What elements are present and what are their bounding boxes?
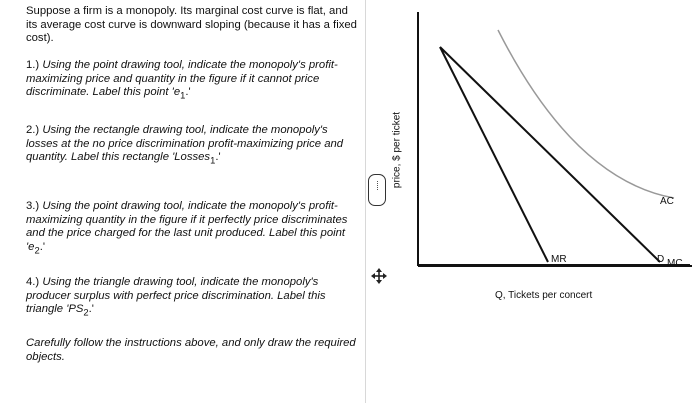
q3-number: 3.) [26,200,40,212]
q3-subscript: 2 [34,244,40,256]
intro-text [26,5,361,46]
q4-subscript: 2 [83,306,89,318]
mr-curve [440,47,548,262]
question-3 [26,200,361,257]
q2-subscript: 1 [210,154,216,166]
q1-text: Using the point drawing tool, indicate the monopoly's profit-maximizing price and quantity in the figure if it cannot price discriminate. Label this point 'e [26,59,338,99]
final-instruction: Carefully follow the instructions above, and only draw the required objects. [26,337,356,363]
ac-curve [498,30,674,198]
y-axis-label: price, $ per ticket [391,111,403,189]
ellipsis-icon: ····· [373,180,383,190]
q1-subscript: 1 [180,89,186,101]
q2-number: 2.) [26,124,40,136]
intro-paragraph: Suppose a firm is a monopoly. Its marginal cost curve is flat, and its average cost curve is downward sloping (because it has a fixed cost). [26,5,357,45]
q3-text: Using the point drawing tool, indicate the monopoly's profit-maximizing quantity in the figure if it perfectly price discriminates and the price charged for the last unit produced. Label this point 'e [26,200,348,253]
q2-text: Using the rectangle drawing tool, indicate the monopoly's losses at the no price discrimination profit-maximizing price and quantity. Label this rectangle 'Losses [26,124,344,164]
question-4 [26,276,361,319]
demand-curve [440,47,660,262]
q4-number: 4.) [26,276,40,288]
q4-text: Using the triangle drawing tool, indicate the monopoly's producer surplus with perfect price discrimination. Label this triangle 'PS [26,276,326,316]
q1-number: 1.) [26,59,40,71]
q4-end: .' [88,303,94,316]
demand-label: D [657,254,665,265]
q1-end: .' [185,86,191,99]
question-1 [26,59,361,102]
q3-end: .' [39,240,45,253]
mr-label: MR [551,254,567,265]
mc-label: MC [667,258,683,269]
question-2 [26,124,361,167]
graph-canvas[interactable] [384,0,700,403]
x-axis-label: Q, Tickets per concert [495,290,593,301]
q2-end: .' [215,151,221,164]
ac-label: AC [660,196,674,207]
